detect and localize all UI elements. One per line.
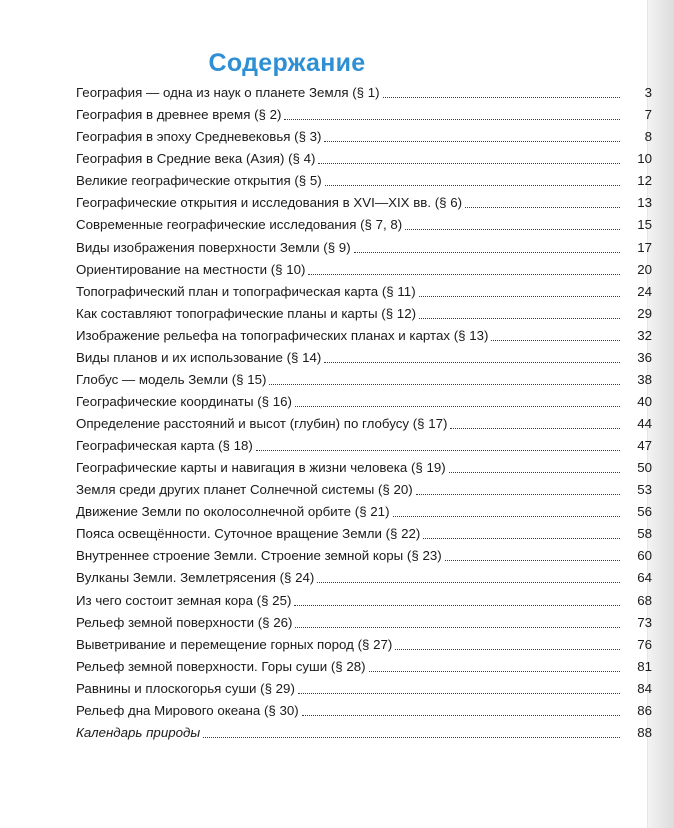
toc-entry-title: Движение Земли по околосолнечной орбите (§ 21) xyxy=(76,504,390,520)
dot-leader xyxy=(317,582,620,583)
toc-entry-page-number: 17 xyxy=(637,239,652,255)
toc-entry-title: Географические карты и навигация в жизни человека (§ 19) xyxy=(76,460,446,476)
toc-entry[interactable] xyxy=(76,300,652,322)
dot-leader xyxy=(302,715,620,716)
page-title: Содержание xyxy=(208,48,366,77)
dot-leader xyxy=(491,340,620,341)
dot-leader xyxy=(393,516,621,517)
toc-entry-page-number: 7 xyxy=(644,107,652,123)
toc-entry-title: Великие географические открытия (§ 5) xyxy=(76,173,322,189)
dot-leader xyxy=(298,693,620,694)
dot-leader xyxy=(324,362,620,363)
toc-entry-title: Современные географические исследования (§ 7, 8) xyxy=(76,217,403,233)
toc-entry-title: Виды изображения поверхности Земли (§ 9) xyxy=(76,239,351,255)
toc-entry-title: Виды планов и их использование (§ 14) xyxy=(76,349,322,365)
toc-entry-page-number: 64 xyxy=(637,570,652,586)
toc-entry-title: Пояса освещённости. Суточное вращение Земли (§ 22) xyxy=(76,526,421,542)
toc-entry-page-number: 15 xyxy=(637,217,652,233)
toc-entry-title: Географические координаты (§ 16) xyxy=(76,393,292,409)
toc-entry-title: Вулканы Земли. Землетрясения (§ 24) xyxy=(76,570,315,586)
toc-entry-title: География в Средние века (Азия) (§ 4) xyxy=(76,151,316,167)
toc-entry-title: География — одна из наук о планете Земля (§ 1) xyxy=(76,85,380,101)
toc-entry[interactable] xyxy=(76,101,652,123)
toc-entry[interactable] xyxy=(76,278,652,300)
toc-entry[interactable] xyxy=(76,564,652,586)
toc-entry-title: Земля среди других планет Солнечной системы (§ 20) xyxy=(76,482,413,498)
dot-leader xyxy=(295,627,620,628)
dot-leader xyxy=(465,207,620,208)
toc-entry-page-number: 81 xyxy=(637,658,652,674)
dot-leader xyxy=(318,163,620,164)
toc-entry[interactable] xyxy=(76,322,652,344)
toc-entry-page-number: 40 xyxy=(637,393,652,409)
toc-entry-page-number: 47 xyxy=(637,438,652,454)
toc-entry[interactable] xyxy=(76,256,652,278)
toc-entry[interactable] xyxy=(76,123,652,145)
dot-leader xyxy=(324,141,620,142)
dot-leader xyxy=(269,384,620,385)
dot-leader xyxy=(450,428,620,429)
toc-entry[interactable] xyxy=(76,476,652,498)
dot-leader xyxy=(423,538,620,539)
toc-entry[interactable] xyxy=(76,631,652,653)
toc-entry-title: Ориентирование на местности (§ 10) xyxy=(76,261,306,277)
toc-entry-page-number: 44 xyxy=(637,416,652,431)
dot-leader xyxy=(308,274,620,275)
toc-entry[interactable] xyxy=(76,586,652,608)
toc-entry-title: Изображение рельефа на топографических планах и картах (§ 13) xyxy=(76,327,489,343)
toc-entry-title: География в эпоху Средневековья (§ 3) xyxy=(76,129,322,145)
dot-leader xyxy=(416,494,620,495)
toc-entry-page-number: 3 xyxy=(644,85,652,101)
toc-entry[interactable] xyxy=(76,609,652,631)
toc-entry-page-number: 24 xyxy=(637,283,652,299)
toc-entry-page-number: 38 xyxy=(637,371,652,387)
dot-leader xyxy=(354,252,620,253)
toc-entry[interactable] xyxy=(76,454,652,476)
toc-entry-title: География в древнее время (§ 2) xyxy=(76,107,282,123)
toc-entry[interactable] xyxy=(76,697,652,719)
toc-entry-page-number: 58 xyxy=(637,526,652,542)
toc-entry[interactable] xyxy=(76,79,652,101)
toc-entry[interactable] xyxy=(76,498,652,520)
toc-entry-page-number: 20 xyxy=(637,261,652,277)
dot-leader xyxy=(295,406,620,407)
toc-entry[interactable] xyxy=(76,388,652,410)
toc-entry-page-number: 53 xyxy=(637,482,652,498)
toc-entry-title: Топографический план и топографическая карта (§ 11) xyxy=(76,283,416,299)
toc-entry-page-number: 36 xyxy=(637,349,652,365)
toc-entry[interactable] xyxy=(76,520,652,542)
toc-entry-page-number: 73 xyxy=(637,614,652,630)
toc-entry-page-number: 10 xyxy=(637,151,652,167)
toc-entry-title: Рельеф земной поверхности (§ 26) xyxy=(76,614,293,630)
toc-entry-title: Как составляют топографические планы и карты (§ 12) xyxy=(76,305,417,321)
toc-entry-title: Внутреннее строение Земли. Строение земной коры (§ 23) xyxy=(76,548,442,564)
dot-leader xyxy=(325,185,620,186)
toc-entry[interactable] xyxy=(76,211,652,233)
toc-entry-page-number: 12 xyxy=(637,173,652,189)
toc-entry-title: Рельеф земной поверхности. Горы суши (§ 28) xyxy=(76,658,366,674)
toc-entry-page-number: 8 xyxy=(644,129,652,145)
toc-entry-title: Рельеф дна Мирового океана (§ 30) xyxy=(76,702,299,718)
toc-entry-title: Из чего состоит земная кора (§ 25) xyxy=(76,592,292,608)
toc-entry-page-number: 84 xyxy=(637,680,652,696)
toc-entry-page-number: 13 xyxy=(637,195,652,211)
toc-entry[interactable] xyxy=(76,145,652,167)
toc-entry-title: Географические открытия и исследования в XVI—XIX вв. (§ 6) xyxy=(76,195,463,211)
toc-entry[interactable] xyxy=(76,675,652,697)
toc-entry-title: Выветривание и перемещение горных пород (§ 27) xyxy=(76,636,393,652)
dot-leader xyxy=(369,671,620,672)
dot-leader xyxy=(445,560,620,561)
toc-entry-page-number: 60 xyxy=(637,548,652,564)
dot-leader xyxy=(383,97,620,98)
toc-entry-page-number: 29 xyxy=(637,305,652,321)
toc-entry-title: Географическая карта (§ 18) xyxy=(76,438,253,454)
toc-entry[interactable] xyxy=(76,366,652,388)
toc-entry[interactable] xyxy=(76,542,652,564)
dot-leader xyxy=(256,450,620,451)
toc-entry[interactable] xyxy=(76,189,652,211)
dot-leader xyxy=(405,229,620,230)
toc-entry-page-number: 50 xyxy=(637,460,652,476)
toc-entry-page-number: 88 xyxy=(637,724,652,740)
toc-entry[interactable] xyxy=(76,432,652,454)
table-of-contents xyxy=(76,79,652,741)
dot-leader xyxy=(449,472,620,473)
dot-leader xyxy=(395,649,620,650)
toc-entry-title: Календарь природы xyxy=(76,724,201,740)
dot-leader xyxy=(284,119,620,120)
toc-entry-title: Глобус — модель Земли (§ 15) xyxy=(76,371,267,387)
dot-leader xyxy=(294,605,620,606)
toc-entry-page-number: 86 xyxy=(637,702,652,718)
toc-entry[interactable] xyxy=(76,653,652,675)
dot-leader xyxy=(203,737,620,738)
toc-entry[interactable] xyxy=(76,233,652,255)
toc-entry[interactable] xyxy=(76,167,652,189)
toc-entry-page-number: 32 xyxy=(637,327,652,343)
toc-entry-title: Определение расстояний и высот (глубин) по глобусу (§ 17) xyxy=(76,416,448,431)
toc-entry[interactable] xyxy=(76,410,652,432)
toc-entry[interactable] xyxy=(76,344,652,366)
toc-entry-title: Равнины и плоскогорья суши (§ 29) xyxy=(76,680,295,696)
toc-entry-page-number: 56 xyxy=(637,504,652,520)
toc-entry-page-number: 68 xyxy=(637,592,652,608)
toc-entry[interactable] xyxy=(76,719,652,741)
dot-leader xyxy=(419,318,620,319)
toc-entry-page-number: 76 xyxy=(637,636,652,652)
dot-leader xyxy=(419,296,620,297)
